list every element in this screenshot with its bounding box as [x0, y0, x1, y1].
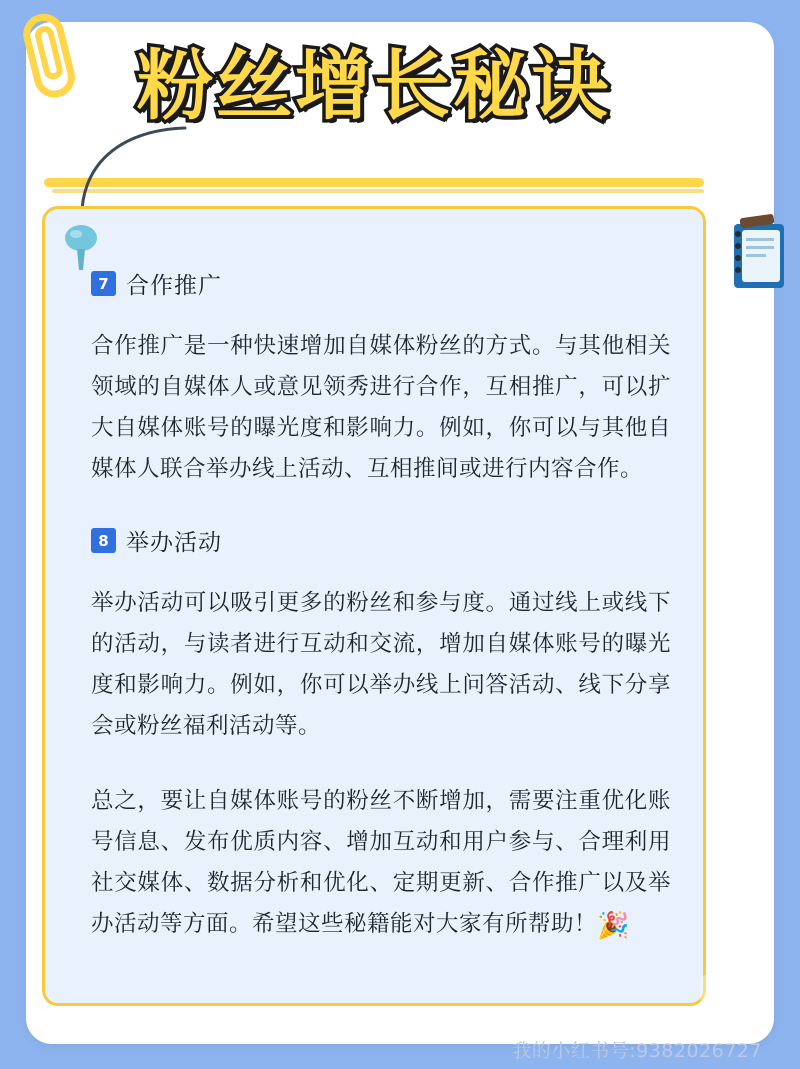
content-inner [91, 267, 671, 947]
page-title: 粉丝增长秘诀 [137, 41, 611, 130]
summary-paragraph [91, 781, 671, 947]
poster-title-wrap [0, 38, 748, 133]
section-heading-7 [91, 267, 671, 300]
section-number-badge: 8 [91, 528, 116, 553]
section-number-badge: 7 [91, 271, 116, 296]
party-popper-icon: 🎉 [597, 911, 630, 941]
section-heading-8 [91, 524, 671, 557]
watermark-logo: 小红书 [700, 975, 766, 1003]
content-panel [42, 206, 706, 1006]
section-body-8: 举办活动可以吸引更多的粉丝和参与度。通过线上或线下的活动，与读者进行互动和交流，增加自媒体账号的曝光度和影响力。例如，你可以举办线上问答活动、线下分享会或粉丝福利活动等。 [91, 590, 671, 739]
footer-account-id: 我的小红书号:9382026727 [512, 1040, 762, 1062]
section-title-text: 举办活动 [126, 530, 222, 556]
summary-text: 总之，要让自媒体账号的粉丝不断增加，需要注重优化账号信息、发布优质内容、增加互动和用户参与、合理利用社交媒体、数据分析和优化、定期更新、合作推广以及举办活动等方面。希望这些秘籍能对大家有所帮助！ [91, 788, 671, 937]
section-title-text: 合作推广 [126, 273, 222, 299]
pushpin-icon [58, 222, 104, 272]
section-body-7: 合作推广是一种快速增加自媒体粉丝的方式。与其他相关领域的自媒体人或意见领秀进行合作，互相推广，可以扩大自媒体账号的曝光度和影响力。例如，你可以与其他自媒体人联合举办线上活动、互相推间或进行内容合作。 [91, 333, 671, 482]
notebook-icon [726, 212, 792, 294]
